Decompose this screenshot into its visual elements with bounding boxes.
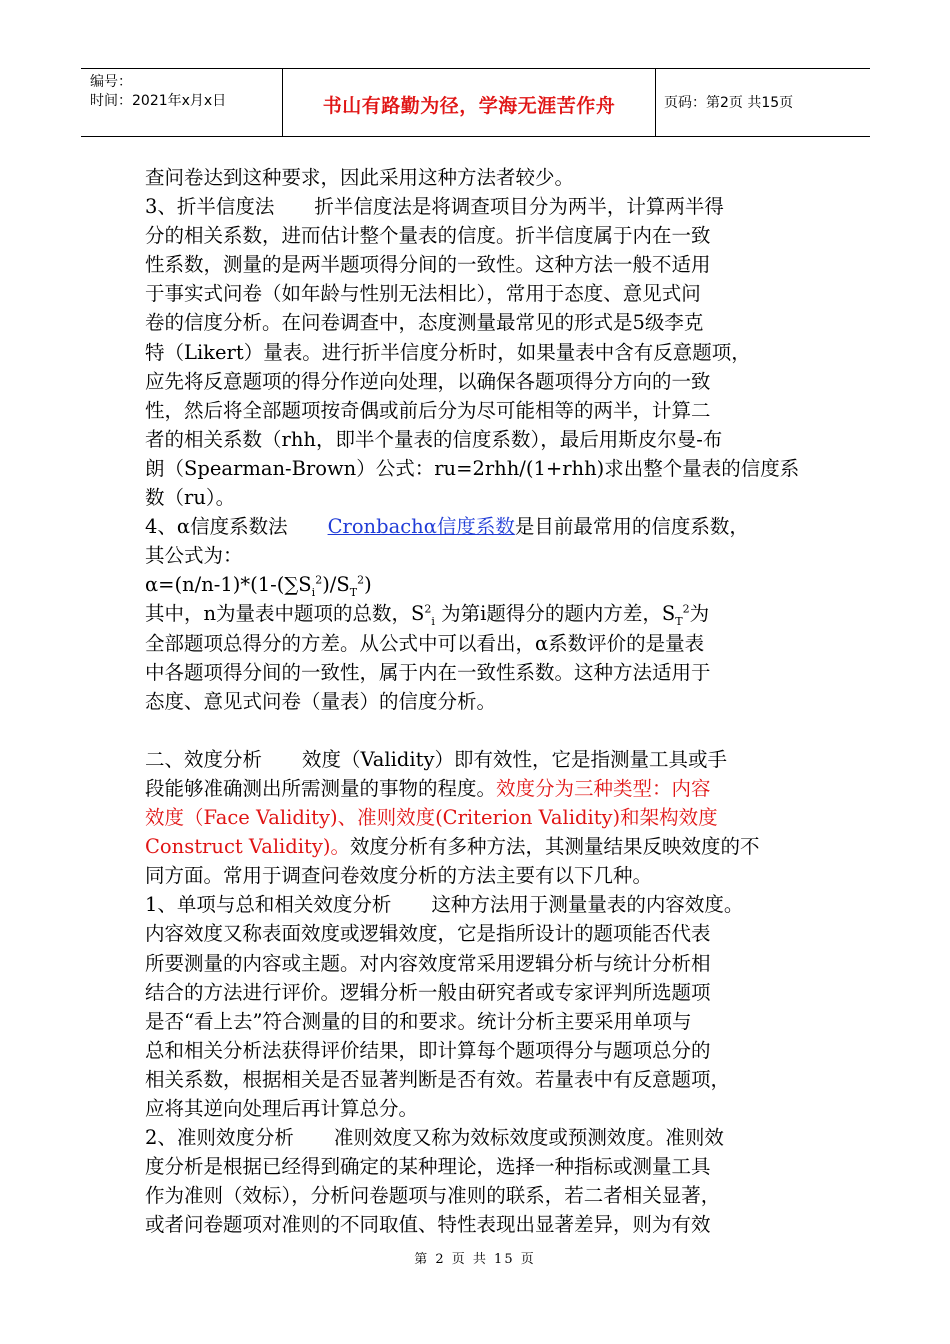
- paragraph-text: 为第i题得分的题内方差，S: [441, 602, 676, 626]
- paragraph-text: 准则效度又称为效标效度或预测效度。准则效: [333, 1126, 724, 1150]
- heading-text: 二、效度分析: [145, 747, 263, 771]
- paragraph-text: 效度分析有多种方法，其测量结果反映效度的不: [349, 835, 760, 859]
- paragraph-line: 应将其逆向处理后再计算总分。: [145, 1097, 419, 1120]
- formula-subscript: i: [311, 586, 316, 600]
- section-heading-item-total: [145, 890, 825, 919]
- header-motto-cell: [282, 69, 656, 136]
- header-page-cell: [655, 69, 870, 136]
- formula-part: α=(n/n-1)*(1-(∑S: [145, 573, 312, 597]
- header-motto: 书山有路勤为径，学海无涯苦作舟: [322, 95, 616, 117]
- highlighted-text: 效度分为三种类型：内容: [496, 776, 711, 800]
- paragraph-line: 朗（Spearman-Brown）公式：ru=2rhh/(1+rhh)求出整个量表的信度系: [145, 456, 800, 480]
- paragraph-line: 结合的方法进行评价。逻辑分析一般由研究者或专家评判所选题项: [145, 980, 711, 1004]
- superscript: 2: [682, 602, 690, 616]
- paragraph-line: 查问卷达到这种要求，因此采用这种方法者较少。: [145, 166, 575, 189]
- document-code-label: 编号：: [90, 74, 132, 90]
- page-header: [81, 68, 870, 137]
- header-page-info: 页码：第2页 共15页: [664, 95, 794, 111]
- paragraph-line: 态度、意见式问卷（量表）的信度分析。: [145, 689, 497, 713]
- paragraph-line: 中各题项得分间的一致性，属于内在一致性系数。这种方法适用于: [145, 660, 711, 684]
- paragraph-text: 为: [689, 602, 710, 626]
- formula-subscript: T: [349, 586, 358, 600]
- document-body: [145, 163, 825, 1239]
- paragraph-line: [145, 599, 825, 628]
- section-heading-criterion: [145, 1123, 825, 1152]
- paragraph-text: 折半信度法是将调查项目分为两半，计算两半得: [314, 195, 724, 219]
- paragraph-line: 特（Likert）量表。进行折半信度分析时，如果量表中含有反意题项，: [145, 340, 751, 364]
- highlighted-line: 效度（Face Validity)、准则效度(Criterion Validity)和架构效度: [145, 806, 718, 830]
- paragraph-text: 效度（Validity）即有效性，它是指测量工具或手: [302, 747, 727, 771]
- paragraph-line: 内容效度又称表面效度或逻辑效度，它是指所设计的题项能否代表: [145, 922, 711, 946]
- subscript: T: [675, 615, 683, 629]
- paragraph-line: 同方面。常用于调查问卷效度分析的方法主要有以下几种。: [145, 864, 653, 888]
- highlighted-text: Construct Validity)。: [145, 835, 350, 859]
- paragraph-line: 分的相关系数，进而估计整个量表的信度。折半信度属于内在一致: [145, 224, 711, 248]
- paragraph-line: 性，然后将全部题项按奇偶或前后分为尽可能相等的两半，计算二: [145, 398, 711, 422]
- heading-text: 4、α信度系数法: [145, 515, 288, 539]
- paragraph-text: 段能够准确测出所需测量的事物的程度。: [145, 776, 497, 800]
- heading-text: 1、单项与总和相关效度分析: [145, 893, 392, 917]
- paragraph-line: 卷的信度分析。在问卷调查中，态度测量最常见的形式是5级李克: [145, 311, 704, 335]
- paragraph-line: [145, 774, 825, 803]
- blank-line: [145, 716, 825, 745]
- paragraph-text: 这种方法用于测量量表的内容效度。: [431, 893, 744, 917]
- header-meta-cell: [81, 69, 281, 136]
- paragraph-line: 应先将反意题项的得分作逆向处理，以确保各题项得分方向的一致: [145, 369, 711, 393]
- paragraph-text: 是目前最常用的信度系数，: [514, 515, 749, 539]
- paragraph-line: 全部题项总得分的方差。从公式中可以看出，α系数评价的是量表: [145, 631, 705, 655]
- cronbach-alpha-link[interactable]: Cronbachα信度系数: [327, 515, 515, 539]
- paragraph-line: 是否“看上去”符合测量的目的和要求。统计分析主要采用单项与: [145, 1009, 692, 1033]
- page-footer: 第 2 页 共 15 页: [414, 1252, 536, 1267]
- document-date: 时间：2021年x月x日: [90, 93, 227, 109]
- paragraph-line: 于事实式问卷（如年龄与性别无法相比），常用于态度、意见式问: [145, 282, 701, 306]
- paragraph-line: 或者问卷题项对准则的不同取值、特性表现出显著差异，则为有效: [145, 1213, 711, 1237]
- paragraph-line: 相关系数，根据相关是否显著判断是否有效。若量表中有反意题项，: [145, 1067, 731, 1091]
- paragraph-line: 总和相关分析法获得评价结果，即计算每个题项得分与题项总分的: [145, 1038, 711, 1062]
- paragraph-line: 所要测量的内容或主题。对内容效度常采用逻辑分析与统计分析相: [145, 951, 711, 975]
- paragraph-text: 其中，n为量表中题项的总数，S: [145, 602, 425, 626]
- formula-superscript: 2: [315, 573, 323, 587]
- formula-part: ): [364, 573, 372, 597]
- heading-text: 3、折半信度法: [145, 195, 275, 219]
- paragraph-line: 者的相关系数（rhh，即半个量表的信度系数），最后用斯皮尔曼-布: [145, 427, 723, 451]
- paragraph-line: [145, 832, 825, 861]
- section-heading-validity: [145, 745, 825, 774]
- paragraph-line: 数（ru）。: [145, 486, 236, 510]
- alpha-formula: [145, 570, 825, 599]
- section-heading-alpha: [145, 512, 825, 541]
- section-heading-split-half: [145, 192, 825, 221]
- superscript: 2: [424, 602, 432, 616]
- paragraph-line: 度分析是根据已经得到确定的某种理论，选择一种指标或测量工具: [145, 1155, 711, 1179]
- formula-part: )/S: [322, 573, 350, 597]
- paragraph-line: 其公式为：: [145, 544, 243, 568]
- subscript: i: [431, 615, 435, 629]
- heading-text: 2、准则效度分析: [145, 1126, 294, 1150]
- paragraph-line: 作为准则（效标），分析问卷题项与准则的联系，若二者相关显著，: [145, 1184, 721, 1208]
- paragraph-line: 性系数，测量的是两半题项得分间的一致性。这种方法一般不适用: [145, 253, 711, 277]
- formula-superscript: 2: [357, 573, 365, 587]
